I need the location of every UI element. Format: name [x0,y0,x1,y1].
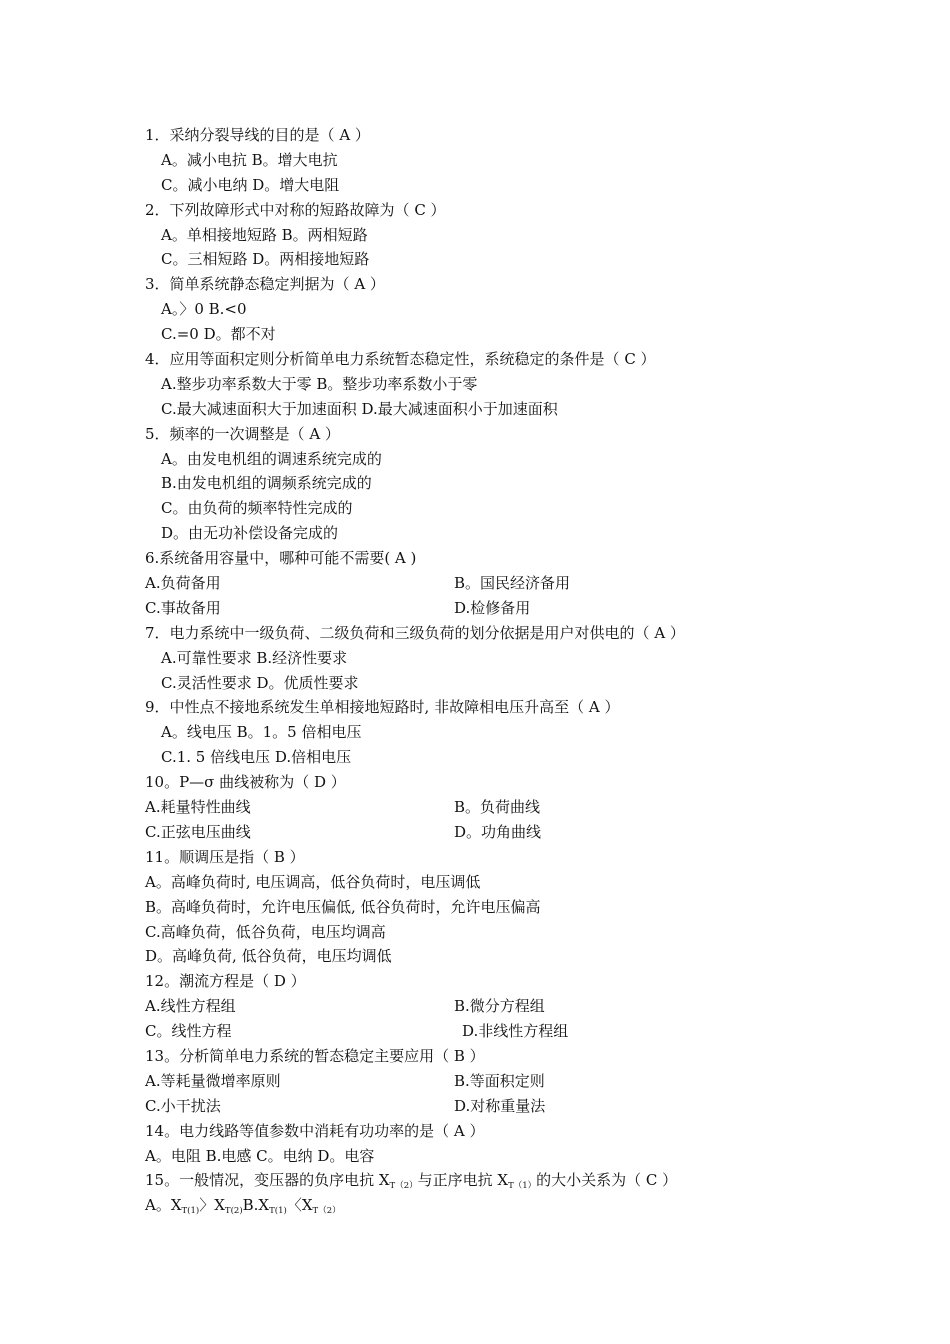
option-row [145,1094,845,1119]
question-option: A。减小电抗 B。增大电抗 [161,150,338,169]
question-option: C。三相短路 D。两相接地短路 [161,250,370,269]
question-stem: 9．中性点不接地系统发生单相接地短路时, 非故障相电压升高至（ A ） [145,698,620,717]
question-option: A.整步功率系数大于零 B。整步功率系数小于零 [161,374,478,393]
question-option: C.最大减速面积大于加速面积 D.最大减速面积小于加速面积 [161,399,558,418]
question-option: A.耗量特性曲线 [145,798,251,817]
subscript: T（1） [508,1181,537,1192]
question-option: A.线性方程组 [145,997,236,1016]
option-row [145,1069,845,1094]
option-row [145,571,845,596]
question-stem: 7．电力系统中一级负荷、二级负荷和三级负荷的划分依据是用户对供电的（ A ） [145,623,685,642]
option-text: 〉X [199,1196,225,1215]
question-option: A.可靠性要求 B.经济性要求 [161,648,348,667]
stem-text: 与正序电抗 X [417,1171,509,1190]
question-option: C.灵活性要求 D。优质性要求 [161,673,359,692]
option-row [145,596,845,621]
question-stem: 5．频率的一次调整是（ A ） [145,424,340,443]
question-stem: 2．下列故障形式中对称的短路故障为（ C ） [145,200,446,219]
option-row [145,994,845,1019]
question-option: A。高峰负荷时, 电压调高，低谷负荷时，电压调低 [145,872,481,891]
option-text: B.X [242,1196,270,1215]
question-stem: 1．采纳分裂导线的目的是（ A ） [145,126,370,144]
question-option: C.事故备用 [145,598,221,617]
question-option: C.小干扰法 [145,1096,221,1115]
question-option: C.1. 5 倍线电压 D.倍相电压 [161,748,352,767]
question-option: C.正弦电压曲线 [145,822,251,841]
question-option: C。线性方程 [145,1022,232,1041]
question-option: A。由发电机组的调速系统完成的 [161,449,382,468]
subscript: T(2) [224,1206,243,1217]
question-option: A。〉0 B.<0 [161,300,247,319]
question-option: D.非线性方程组 [462,1022,569,1041]
question-option: D。高峰负荷, 低谷负荷，电压均调低 [145,947,392,966]
question-option: D。由无功补偿设备完成的 [161,524,339,543]
question-option: A。电阻 B.电感 C。电纳 D。电容 [145,1146,375,1165]
question-stem: 14。电力线路等值参数中消耗有功功率的是（ A ） [145,1121,485,1140]
question-stem: 4．应用等面积定则分析简单电力系统暂态稳定性，系统稳定的条件是（ C ） [145,350,656,369]
question-option: A。单相接地短路 B。两相短路 [161,225,368,244]
option-text: 〈X [286,1196,313,1215]
question-stem [145,1168,845,1193]
stem-text: 的大小关系为（ C ） [536,1171,678,1190]
question-option: C。减小电纳 D。增大电阻 [161,175,340,194]
question-option: C.=0 D。都不对 [161,325,276,344]
question-option: A.等耗量微增率原则 [145,1071,281,1090]
stem-text: 15。一般情况，变压器的负序电抗 X [145,1171,390,1190]
question-option: B。高峰负荷时，允许电压偏低, 低谷负荷时，允许电压偏高 [145,897,541,916]
subscript: T(1) [181,1206,200,1217]
question-stem: 6.系统备用容量中，哪种可能不需要( A ) [145,549,417,568]
question-option: B.等面积定则 [454,1071,545,1090]
question-option: A.负荷备用 [145,574,221,593]
question-list [145,123,845,1218]
subscript: T（2） [312,1206,341,1217]
question-option: B.微分方程组 [454,997,545,1016]
question-option [145,1193,845,1218]
option-row [145,795,845,820]
question-stem: 3．简单系统静态稳定判据为（ A ） [145,275,385,294]
question-option: B。负荷曲线 [454,798,541,817]
subscript: T(1) [269,1206,287,1217]
option-row [145,1019,845,1044]
option-row [145,820,845,845]
subscript: T（2） [389,1181,418,1192]
question-option: D.检修备用 [454,598,531,617]
question-option: D.对称重量法 [454,1096,546,1115]
question-stem: 11。顺调压是指（ B ） [145,847,305,866]
question-option: B.由发电机组的调频系统完成的 [161,474,372,493]
question-stem: 13。分析简单电力系统的暂态稳定主要应用（ B ） [145,1046,485,1065]
option-text: A。X [145,1196,182,1215]
question-option: D。功角曲线 [454,822,542,841]
question-option: C.高峰负荷，低谷负荷，电压均调高 [145,922,386,941]
question-option: A。线电压 B。1。5 倍相电压 [161,723,362,742]
question-option: B。国民经济备用 [454,574,571,593]
question-stem: 10。P—σ 曲线被称为（ D ） [145,773,346,792]
question-stem: 12。潮流方程是（ D ） [145,972,306,991]
question-option: C。由负荷的频率特性完成的 [161,499,353,518]
